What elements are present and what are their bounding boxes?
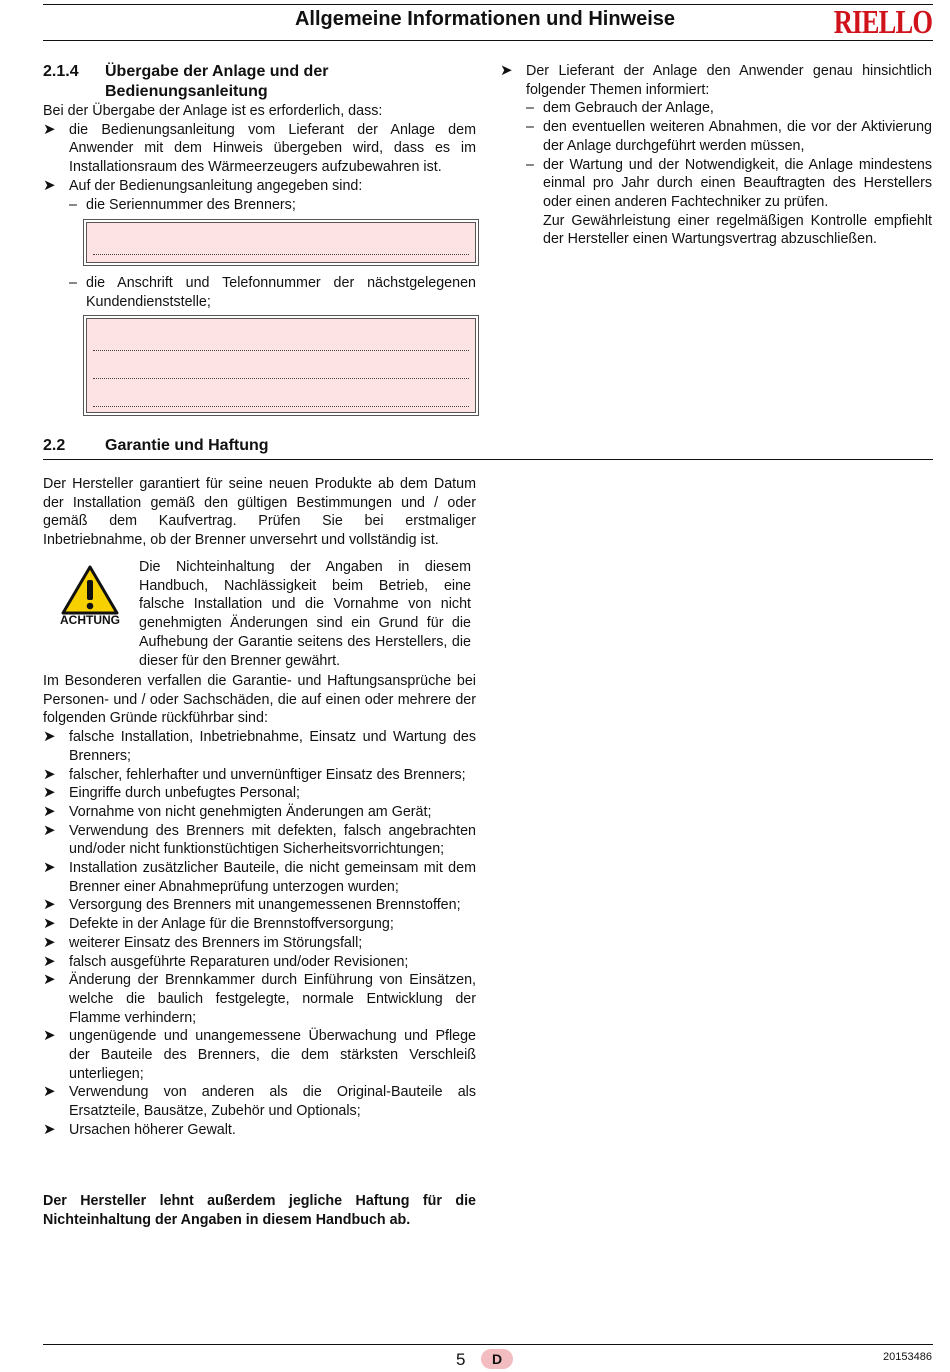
warning-label: ACHTUNG	[60, 613, 120, 627]
dotted-line	[93, 379, 469, 407]
list-item: ➤ Verwendung von anderen als die Original-Bauteile als Ersatzteile, Bausätze, Zubehör und Optionals;	[43, 1083, 476, 1120]
closing-note: Der Hersteller lehnt außerdem jegliche Haftung für die Nichteinhaltung der Angaben in diesem Handbuch ab.	[43, 1193, 476, 1228]
liability-section	[43, 672, 476, 1140]
warning-triangle-icon	[60, 564, 120, 616]
arrow-bullet-icon: ➤	[43, 915, 56, 933]
list-item: ➤ falsch ausgeführte Reparaturen und/oder Revisionen;	[43, 952, 409, 970]
arrow-bullet-icon: ➤	[43, 952, 56, 970]
section-heading-2-2	[43, 437, 933, 460]
arrow-bullet-icon: ➤	[43, 1027, 56, 1045]
arrow-bullet-icon: ➤	[43, 765, 56, 783]
header-bottom-rule	[43, 40, 933, 41]
right-column	[500, 62, 932, 249]
list-item: ➤ die Bedienungsanleitung vom Lieferant der Anlage dem Anwender mit dem Hinweis übergeben wird, dass es im Installationsraum des Wärmeerzeugers aufzubewahren ist.	[43, 120, 476, 176]
arrow-bullet-icon: ➤	[43, 896, 56, 914]
arrow-bullet-icon: ➤	[43, 1083, 56, 1101]
list-item: ➤ Der Lieferant der Anlage den Anwender genau hinsichtlich folgender Themen informiert:	[500, 62, 932, 98]
page-header-title: Allgemeine Informationen und Hinweise	[294, 8, 676, 30]
arrow-bullet-icon: ➤	[43, 176, 56, 194]
dotted-line	[93, 227, 469, 255]
list-item: ➤ Eingriffe durch unbefugtes Personal;	[43, 784, 301, 802]
dash-item: – die Seriennummer des Brenners;	[69, 196, 296, 213]
section-title: Garantie und Haftung	[105, 437, 269, 454]
list-item: ➤ weiterer Einsatz des Brenners im Störungsfall;	[43, 933, 363, 951]
dash-list	[526, 99, 932, 249]
list-item: ➤ ungenügende und unangemessene Überwachung und Pflege der Bauteile des Brenners, die dem stärksten Verschleiß unterliegen;	[43, 1027, 476, 1082]
dotted-line	[93, 323, 469, 351]
list-item: ➤ falsche Installation, Inbetriebnahme, Einsatz und Wartung des Brenners;	[43, 728, 476, 764]
list-item: ➤ Auf der Bedienungsanleitung angegeben sind:	[43, 176, 363, 194]
intro-text: Bei der Übergabe der Anlage ist es erforderlich, dass:	[43, 103, 383, 119]
section-title: Übergabe der Anlage und der Bedienungsanleitung	[105, 63, 329, 100]
list-item: ➤ falscher, fehlerhafter und unvernünftiger Einsatz des Brenners;	[43, 765, 466, 783]
liability-lead: Im Besonderen verfallen die Garantie- und Haftungsansprüche bei Personen- und / oder Sachschäden, die auf einen oder mehrere der folgenden Gründe rückführbar sind:	[43, 673, 476, 727]
arrow-bullet-icon: ➤	[43, 1120, 56, 1138]
arrow-bullet-icon: ➤	[43, 784, 56, 802]
list-item: ➤ Defekte in der Anlage für die Brennstoffversorgung;	[43, 915, 394, 933]
serial-number-field[interactable]	[83, 219, 479, 266]
list-item: ➤ Versorgung des Brenners mit unangemessenen Brennstoffen;	[43, 896, 461, 914]
service-address-field[interactable]	[83, 315, 479, 416]
riello-logo: RIELLO	[833, 4, 932, 41]
list-item: ➤ Änderung der Brennkammer durch Einführung von Einsätzen, welche die baulich festgelegte, normale Entwicklung der Flamme verhindern;	[43, 971, 476, 1026]
section-2-1-4	[43, 62, 476, 214]
section-number: 2.1.4	[43, 63, 79, 80]
section-heading	[43, 62, 476, 102]
arrow-bullet-icon: ➤	[43, 120, 56, 138]
arrow-bullet-icon: ➤	[43, 933, 56, 951]
arrow-bullet-icon: ➤	[43, 802, 56, 820]
arrow-bullet-icon: ➤	[43, 971, 56, 989]
section-number: 2.2	[43, 437, 66, 454]
guarantee-intro: Der Hersteller garantiert für seine neuen Produkte ab dem Datum der Installation gemäß den gültigen Bestimmungen und / oder gemäß dem Kaufvertrag. Prüfen Sie bei erstmaliger Inbetriebnahme, ob der Brenner unversehrt und vollständig ist.	[43, 476, 476, 549]
dash-item: – den eventuellen weiteren Abnahmen, die vor der Aktivierung der Anlage durchgeführt werden müssen,	[526, 119, 932, 154]
dotted-line	[93, 351, 469, 379]
dash-item: – dem Gebrauch der Anlage,	[526, 100, 714, 117]
list-item: ➤ Vornahme von nicht genehmigten Änderungen am Gerät;	[43, 802, 432, 820]
document-number: 20153486	[883, 1351, 932, 1363]
page-number: 5	[456, 1350, 466, 1369]
dash-item: – der Wartung und der Notwendigkeit, die Anlage mindestens einmal pro Jahr durch einen Beauftragten des Herstellers oder einen anderen Fachtechniker zu prüfen.	[526, 156, 932, 210]
footer-rule	[43, 1344, 933, 1345]
warning-text: Die Nichteinhaltung der Angaben in diesem Handbuch, Nachlässigkeit beim Betrieb, eine falsche Installation und die Vornahme von nicht genehmigten Änderungen sind ein Grund für die Aufhebung der Garantie seitens des Herstellers, die dieser für den Brenner gewährt.	[139, 559, 471, 669]
arrow-bullet-icon: ➤	[500, 62, 513, 79]
maintenance-note: Zur Gewährleistung einer regelmäßigen Kontrolle empfiehlt der Hersteller einen Wartungsvertrag abzuschließen.	[543, 212, 932, 248]
list-item: ➤ Installation zusätzlicher Bauteile, die nicht gemeinsam mit dem Brenner einer Abnahmeprüfung unterzogen wurden;	[43, 859, 476, 895]
header-top-rule	[43, 4, 933, 5]
arrow-bullet-icon: ➤	[43, 859, 56, 877]
dash-item: – die Anschrift und Telefonnummer der nächstgelegenen Kundendienststelle;	[69, 275, 476, 310]
arrow-bullet-icon: ➤	[43, 728, 56, 746]
list-item: ➤ Ursachen höherer Gewalt.	[43, 1120, 236, 1138]
address-item	[43, 274, 476, 311]
reasons-list	[43, 728, 476, 1139]
arrow-bullet-icon: ➤	[43, 821, 56, 839]
list-item: ➤ Verwendung des Brenners mit defekten, falsch angebrachten und/oder nicht funktionstüchtigen Sicherheitsvorrichtungen;	[43, 821, 476, 858]
language-badge: D	[481, 1349, 513, 1369]
